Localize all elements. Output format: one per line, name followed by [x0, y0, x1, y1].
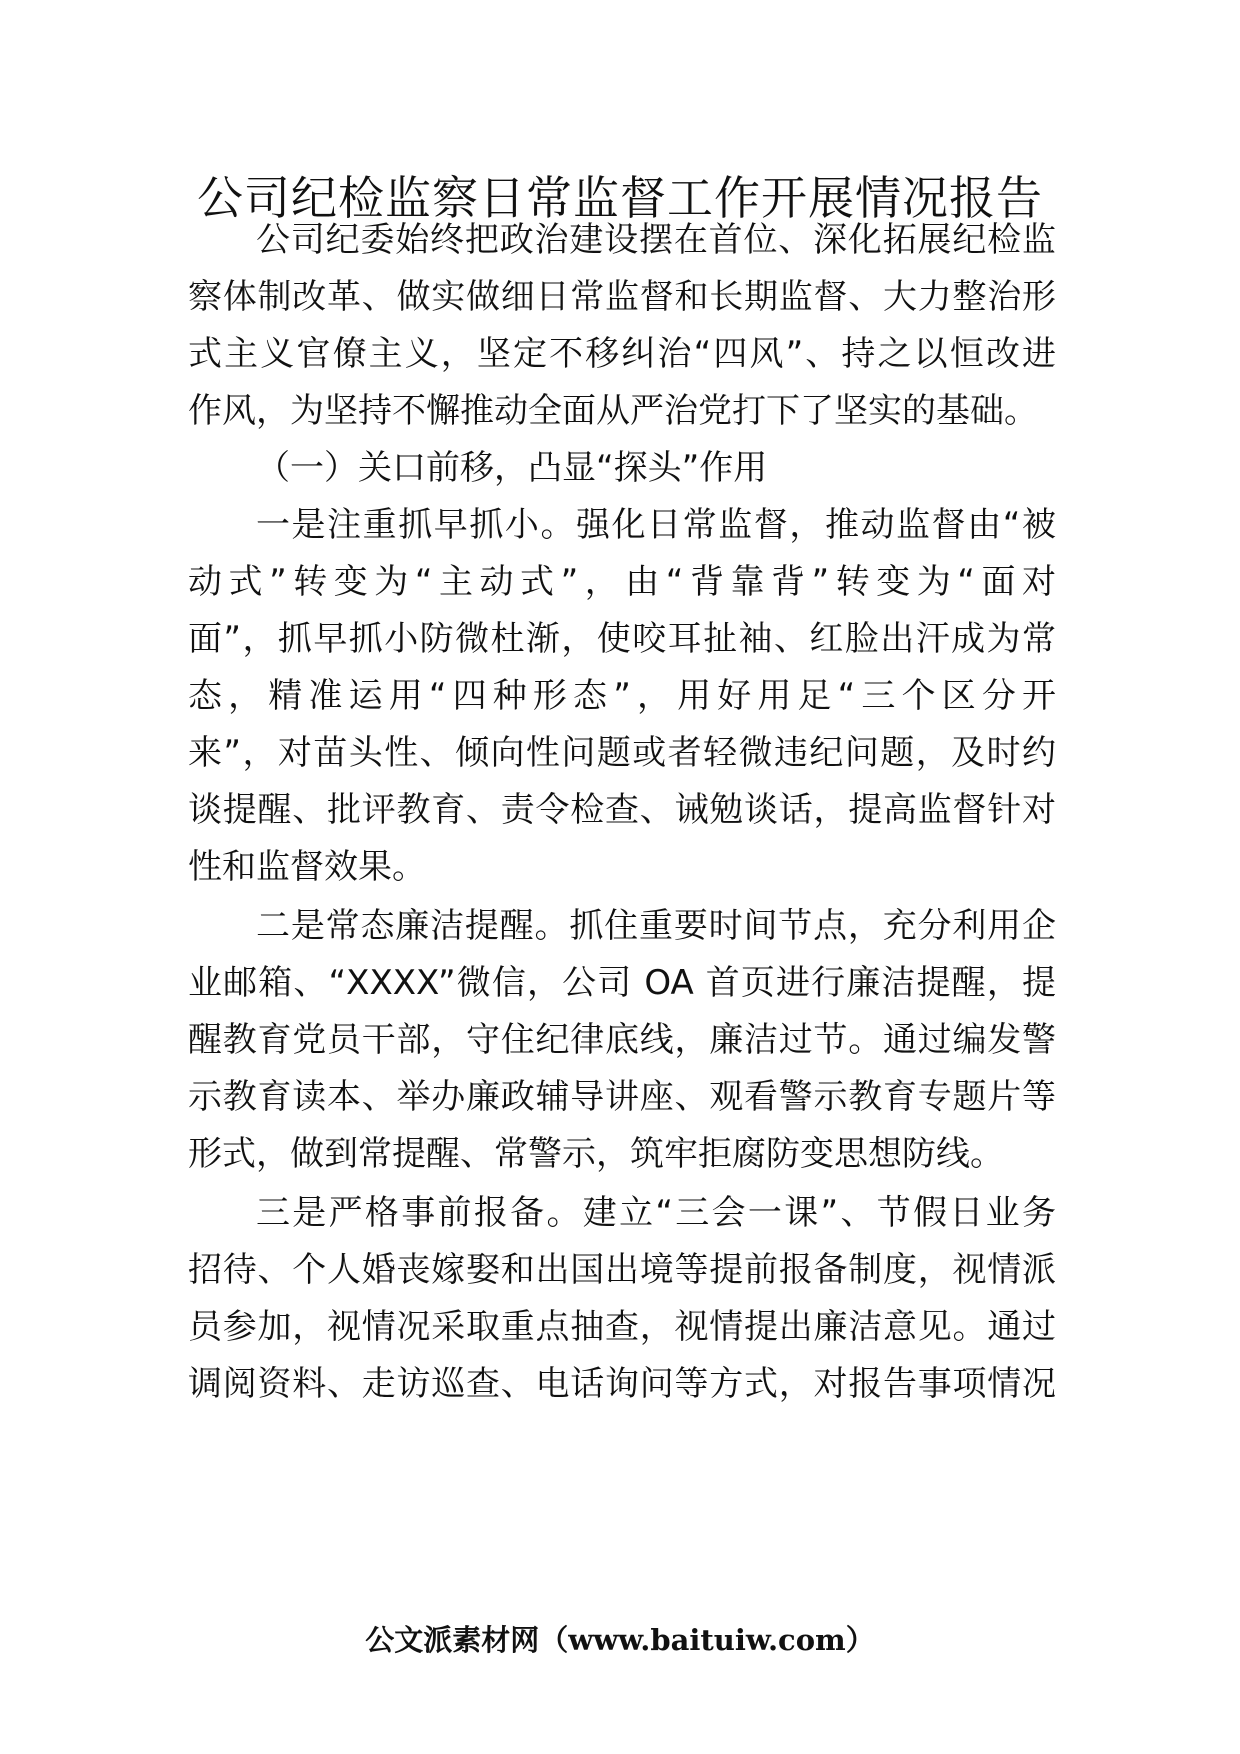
section-heading-1: （一）关口前移，凸显“探头”作用: [256, 448, 768, 488]
page-footer-watermark: 公文派素材网（www.baituiw.com）: [365, 1623, 875, 1657]
paragraph-2-line-5: 来”，对苗头性、倾向性问题或者轻微违纪问题，及时约: [188, 733, 1056, 773]
paragraph-3-line-1: 二是常态廉洁提醒。抓住重要时间节点，充分利用企: [256, 906, 1056, 946]
paragraph-1-line-3: 式主义官僚主义，坚定不移纠治“四风”、持之以恒改进: [188, 334, 1056, 374]
paragraph-3-line-3: 醒教育党员干部，守住纪律底线，廉洁过节。通过编发警: [188, 1020, 1056, 1060]
paragraph-3-line-2: 业邮箱、“XXXX”微信，公司 OA 首页进行廉洁提醒，提: [188, 963, 1056, 1003]
paragraph-2-line-2: 动式”转变为“主动式”，由“背靠背”转变为“面对: [188, 562, 1056, 602]
paragraph-3-line-4: 示教育读本、举办廉政辅导讲座、观看警示教育专题片等: [188, 1077, 1056, 1117]
document-title: 公司纪检监察日常监督工作开展情况报告: [197, 171, 1043, 225]
paragraph-4-line-1: 三是严格事前报备。建立“三会一课”、节假日业务: [256, 1193, 1056, 1233]
paragraph-2-line-3: 面”，抓早抓小防微杜渐，使咬耳扯袖、红脸出汗成为常: [188, 619, 1056, 659]
paragraph-1-line-2: 察体制改革、做实做细日常监督和长期监督、大力整治形: [188, 277, 1056, 317]
paragraph-2-line-7: 性和监督效果。: [188, 847, 426, 887]
paragraph-1-line-4: 作风，为坚持不懈推动全面从严治党打下了坚实的基础。: [188, 391, 1038, 431]
paragraph-2-line-4: 态，精准运用“四种形态”，用好用足“三个区分开: [188, 676, 1056, 716]
paragraph-4-line-4: 调阅资料、走访巡查、电话询问等方式，对报告事项情况: [188, 1364, 1056, 1404]
paragraph-3-line-5: 形式，做到常提醒、常警示，筑牢拒腐防变思想防线。: [188, 1134, 1004, 1174]
paragraph-2-line-1: 一是注重抓早抓小。强化日常监督，推动监督由“被: [256, 505, 1056, 545]
paragraph-1-line-1: 公司纪委始终把政治建设摆在首位、深化拓展纪检监: [256, 220, 1056, 260]
paragraph-2-line-6: 谈提醒、批评教育、责令检查、诫勉谈话，提高监督针对: [188, 790, 1056, 830]
paragraph-4-line-2: 招待、个人婚丧嫁娶和出国出境等提前报备制度，视情派: [188, 1250, 1056, 1290]
paragraph-4-line-3: 员参加，视情况采取重点抽查，视情提出廉洁意见。通过: [188, 1307, 1056, 1347]
